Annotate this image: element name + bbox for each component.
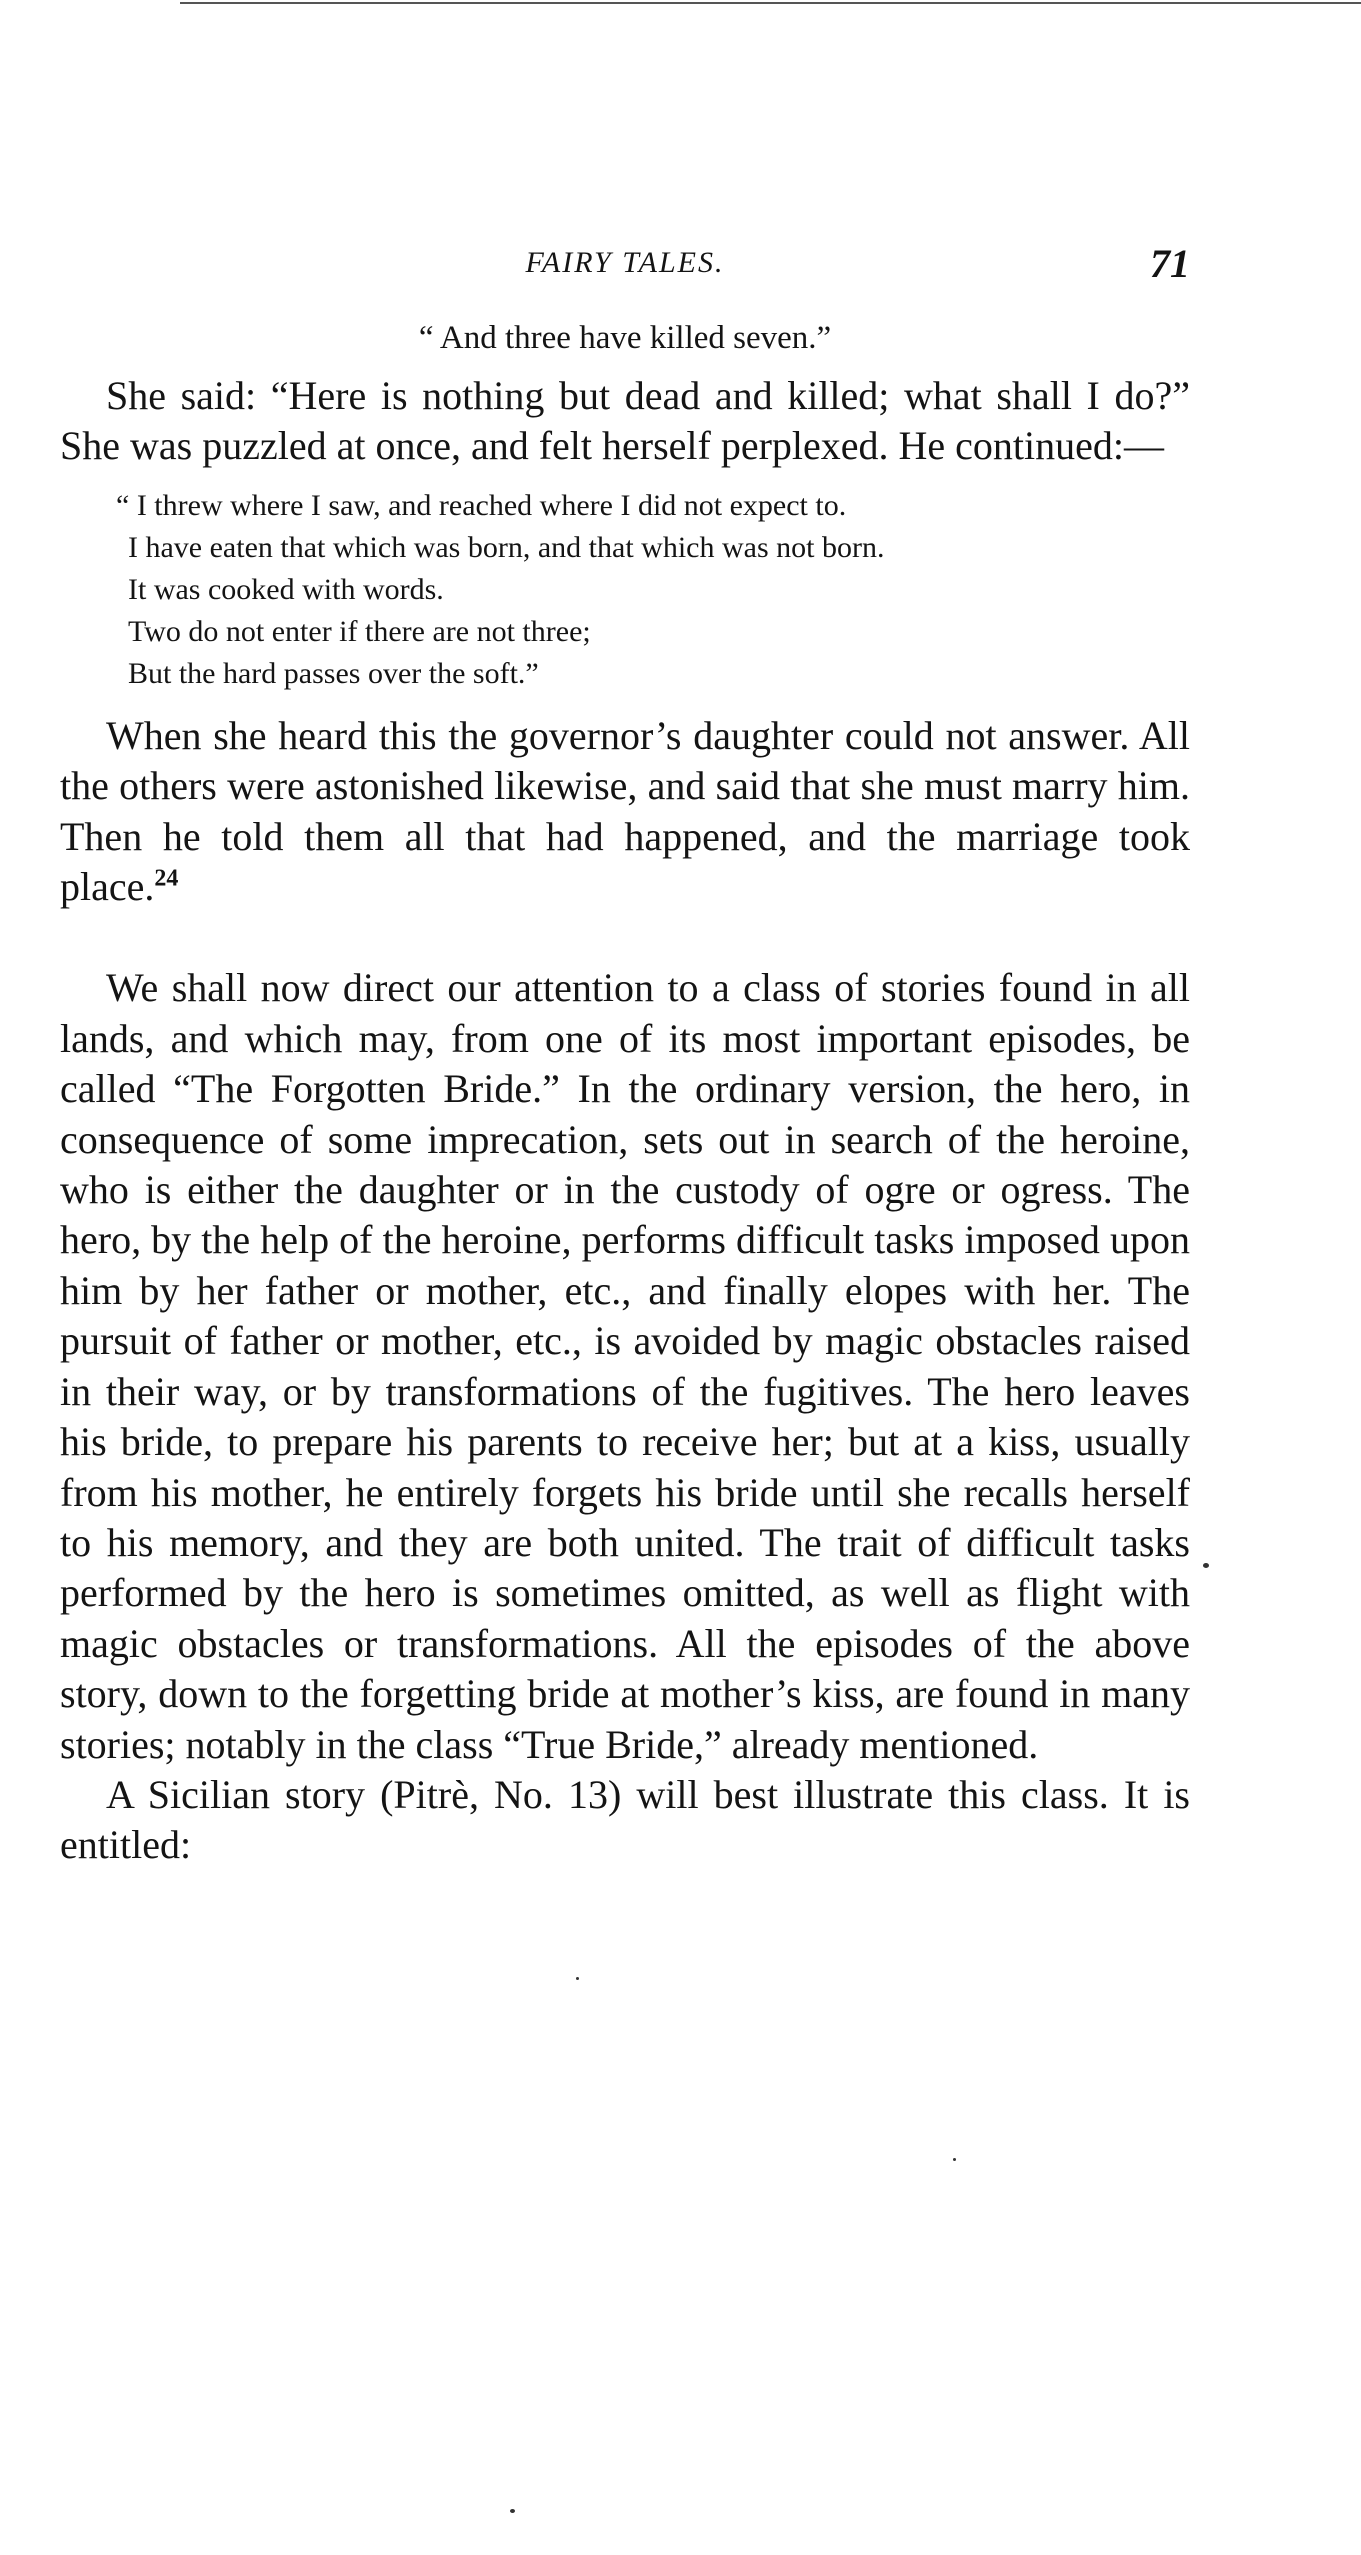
paragraph-governors-daughter bbox=[60, 711, 1190, 913]
paragraph-sicilian-story: A Sicilian story (Pitrè, No. 13) will best illustrate this class. It is entitled: bbox=[60, 1771, 1190, 1868]
ink-speck bbox=[953, 2158, 956, 2161]
paragraph-forgotten-bride: We shall now direct our attention to a class of stories found in all lands, and which may, from one of its most important episodes, be called “The Forgotten Bride.” In the ordinary version, the hero, in consequence of some imprecation, sets out in search of the heroine, who is either the daughter or in the custody of ogre or ogress. The hero, by the help of the heroine, performs difficult tasks imposed upon him by her father or mother, etc., and finally elopes with her. The pursuit of father or mother, etc., is avoided by magic obstacles raised in their way, or by transformations of the fugitives. The hero leaves his bride, to prepare his parents to receive her; but at a kiss, usually from his mother, he entirely forgets his bride until she recalls herself to his memory, and they are both united. The trait of difficult tasks performed by the hero is sometimes omitted, as well as flight with magic obstacles or transformations. All the episodes of the above story, down to the forgetting bride at mother’s kiss, are found in many stories; notably in the class “True Bride,” already mentioned. bbox=[60, 965, 1190, 1767]
verse-line: I have eaten that which was born, and that which was not born. bbox=[128, 530, 885, 564]
section-break bbox=[60, 912, 1190, 963]
ink-speck bbox=[1203, 1563, 1209, 1568]
paragraph-text: When she heard this the governor’s daughter could not answer. All the others were astonished likewise, and said that she must marry him. Then he told them all that had happened, and the marriage took place. bbox=[60, 712, 1190, 910]
page-number: 71 bbox=[1150, 241, 1190, 286]
page-header bbox=[60, 240, 1190, 300]
ink-speck bbox=[576, 1977, 579, 1980]
ink-speck bbox=[510, 2509, 515, 2513]
running-title: FAIRY TALES. bbox=[525, 246, 725, 279]
riddle-line: “ And three have killed seven.” bbox=[418, 320, 832, 356]
verse-line: Two do not enter if there are not three; bbox=[128, 614, 591, 648]
verse-line: “ I threw where I saw, and reached where I did not expect to. bbox=[116, 488, 847, 522]
verse-line: It was cooked with words. bbox=[128, 572, 444, 606]
paragraph-she-said: She said: “Here is nothing but dead and killed; what shall I do?” She was puzzled at once, and felt herself perplexed. He continued:— bbox=[60, 373, 1190, 469]
footnote-reference: 24 bbox=[154, 865, 179, 892]
verse-line: But the hard passes over the soft.” bbox=[128, 656, 539, 690]
riddle-verse bbox=[116, 485, 1190, 695]
page-body bbox=[60, 371, 1190, 1871]
top-edge-rule bbox=[180, 2, 1361, 4]
